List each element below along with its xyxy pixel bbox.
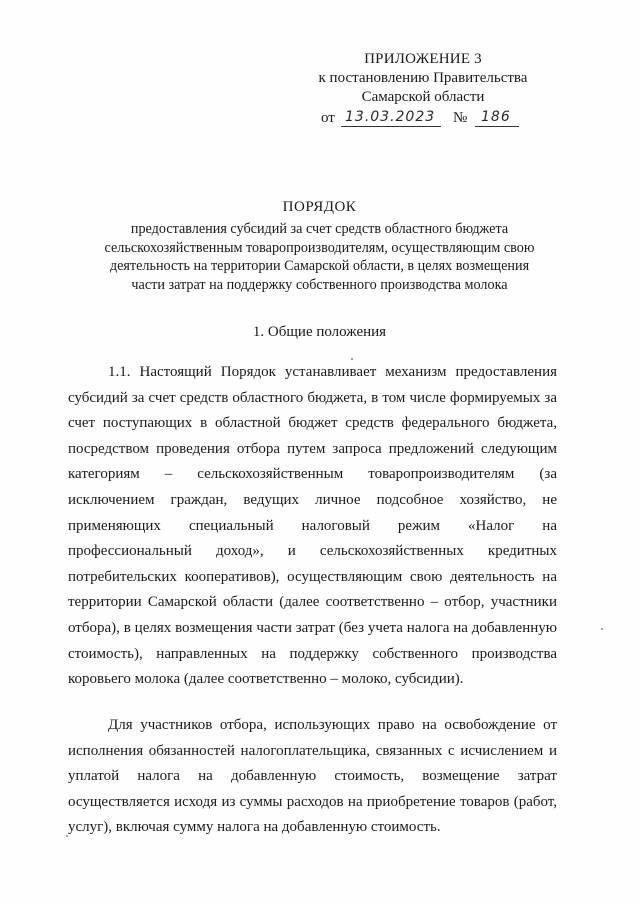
section-heading: 1. Общие положения bbox=[252, 324, 387, 340]
scan-speck bbox=[601, 628, 603, 630]
appendix-line-1: к постановлению Правительства bbox=[318, 70, 528, 86]
appendix-block bbox=[303, 50, 543, 129]
handwritten-number: 186 bbox=[481, 109, 511, 125]
scan-speck bbox=[66, 835, 68, 837]
paragraph-2: Для участников отбора, использующих право на освобождение от исполнения обязанностей налогоплательщика, связанных с исчислением и уплатой налога на добавленную стоимость, возмещение затрат осуществляется исходя из суммы расходов на приобретение товаров (работ, услуг), включая сумму налога на добавленную стоимость. bbox=[68, 717, 557, 836]
appendix-title: ПРИЛОЖЕНИЕ 3 bbox=[364, 51, 482, 67]
appendix-line-2: Самарской области bbox=[361, 89, 485, 105]
document-subtitle: предоставления субсидий за счет средств областного бюджета сельскохозяйственным товаропроизводителям, осуществляющим свою деятельность на территории Самарской области, в целях возмещения части затрат на поддержку собственного производства молока bbox=[104, 221, 535, 293]
number-underline bbox=[475, 126, 519, 127]
handwritten-date: 13.03.2023 bbox=[345, 109, 436, 125]
scan-speck bbox=[351, 358, 353, 360]
paragraph-1: 1.1. Настоящий Порядок устанавливает механизм предоставления субсидий за счет средств областного бюджета, в том числе формируемых за счет поступающих в областной бюджет средств федерального бюджета, посредством проведения отбора путем запроса предложений следующим категориям – сельскохозяйственным товаропроизводителям (за исключением граждан, ведущих личное подсобное хозяйство, не применяющих специальный налоговый режим «Налог на профессиональный доход», и сельскохозяйственных кредитных потребительских кооперативов), осуществляющим свою деятельность на территории Самарской области (далее соответственно – отбор, участники отбора), в целях возмещения части затрат (без учета налога на добавленную стоимость), направленных на поддержку собственного производства коровьего молока (далее соответственно – молоко, субсидии). bbox=[68, 364, 557, 688]
date-prefix: от bbox=[321, 110, 335, 126]
number-prefix: № bbox=[453, 110, 468, 126]
date-underline bbox=[341, 126, 441, 127]
document-title: ПОРЯДОК bbox=[282, 199, 357, 215]
date-number-row bbox=[303, 107, 543, 129]
